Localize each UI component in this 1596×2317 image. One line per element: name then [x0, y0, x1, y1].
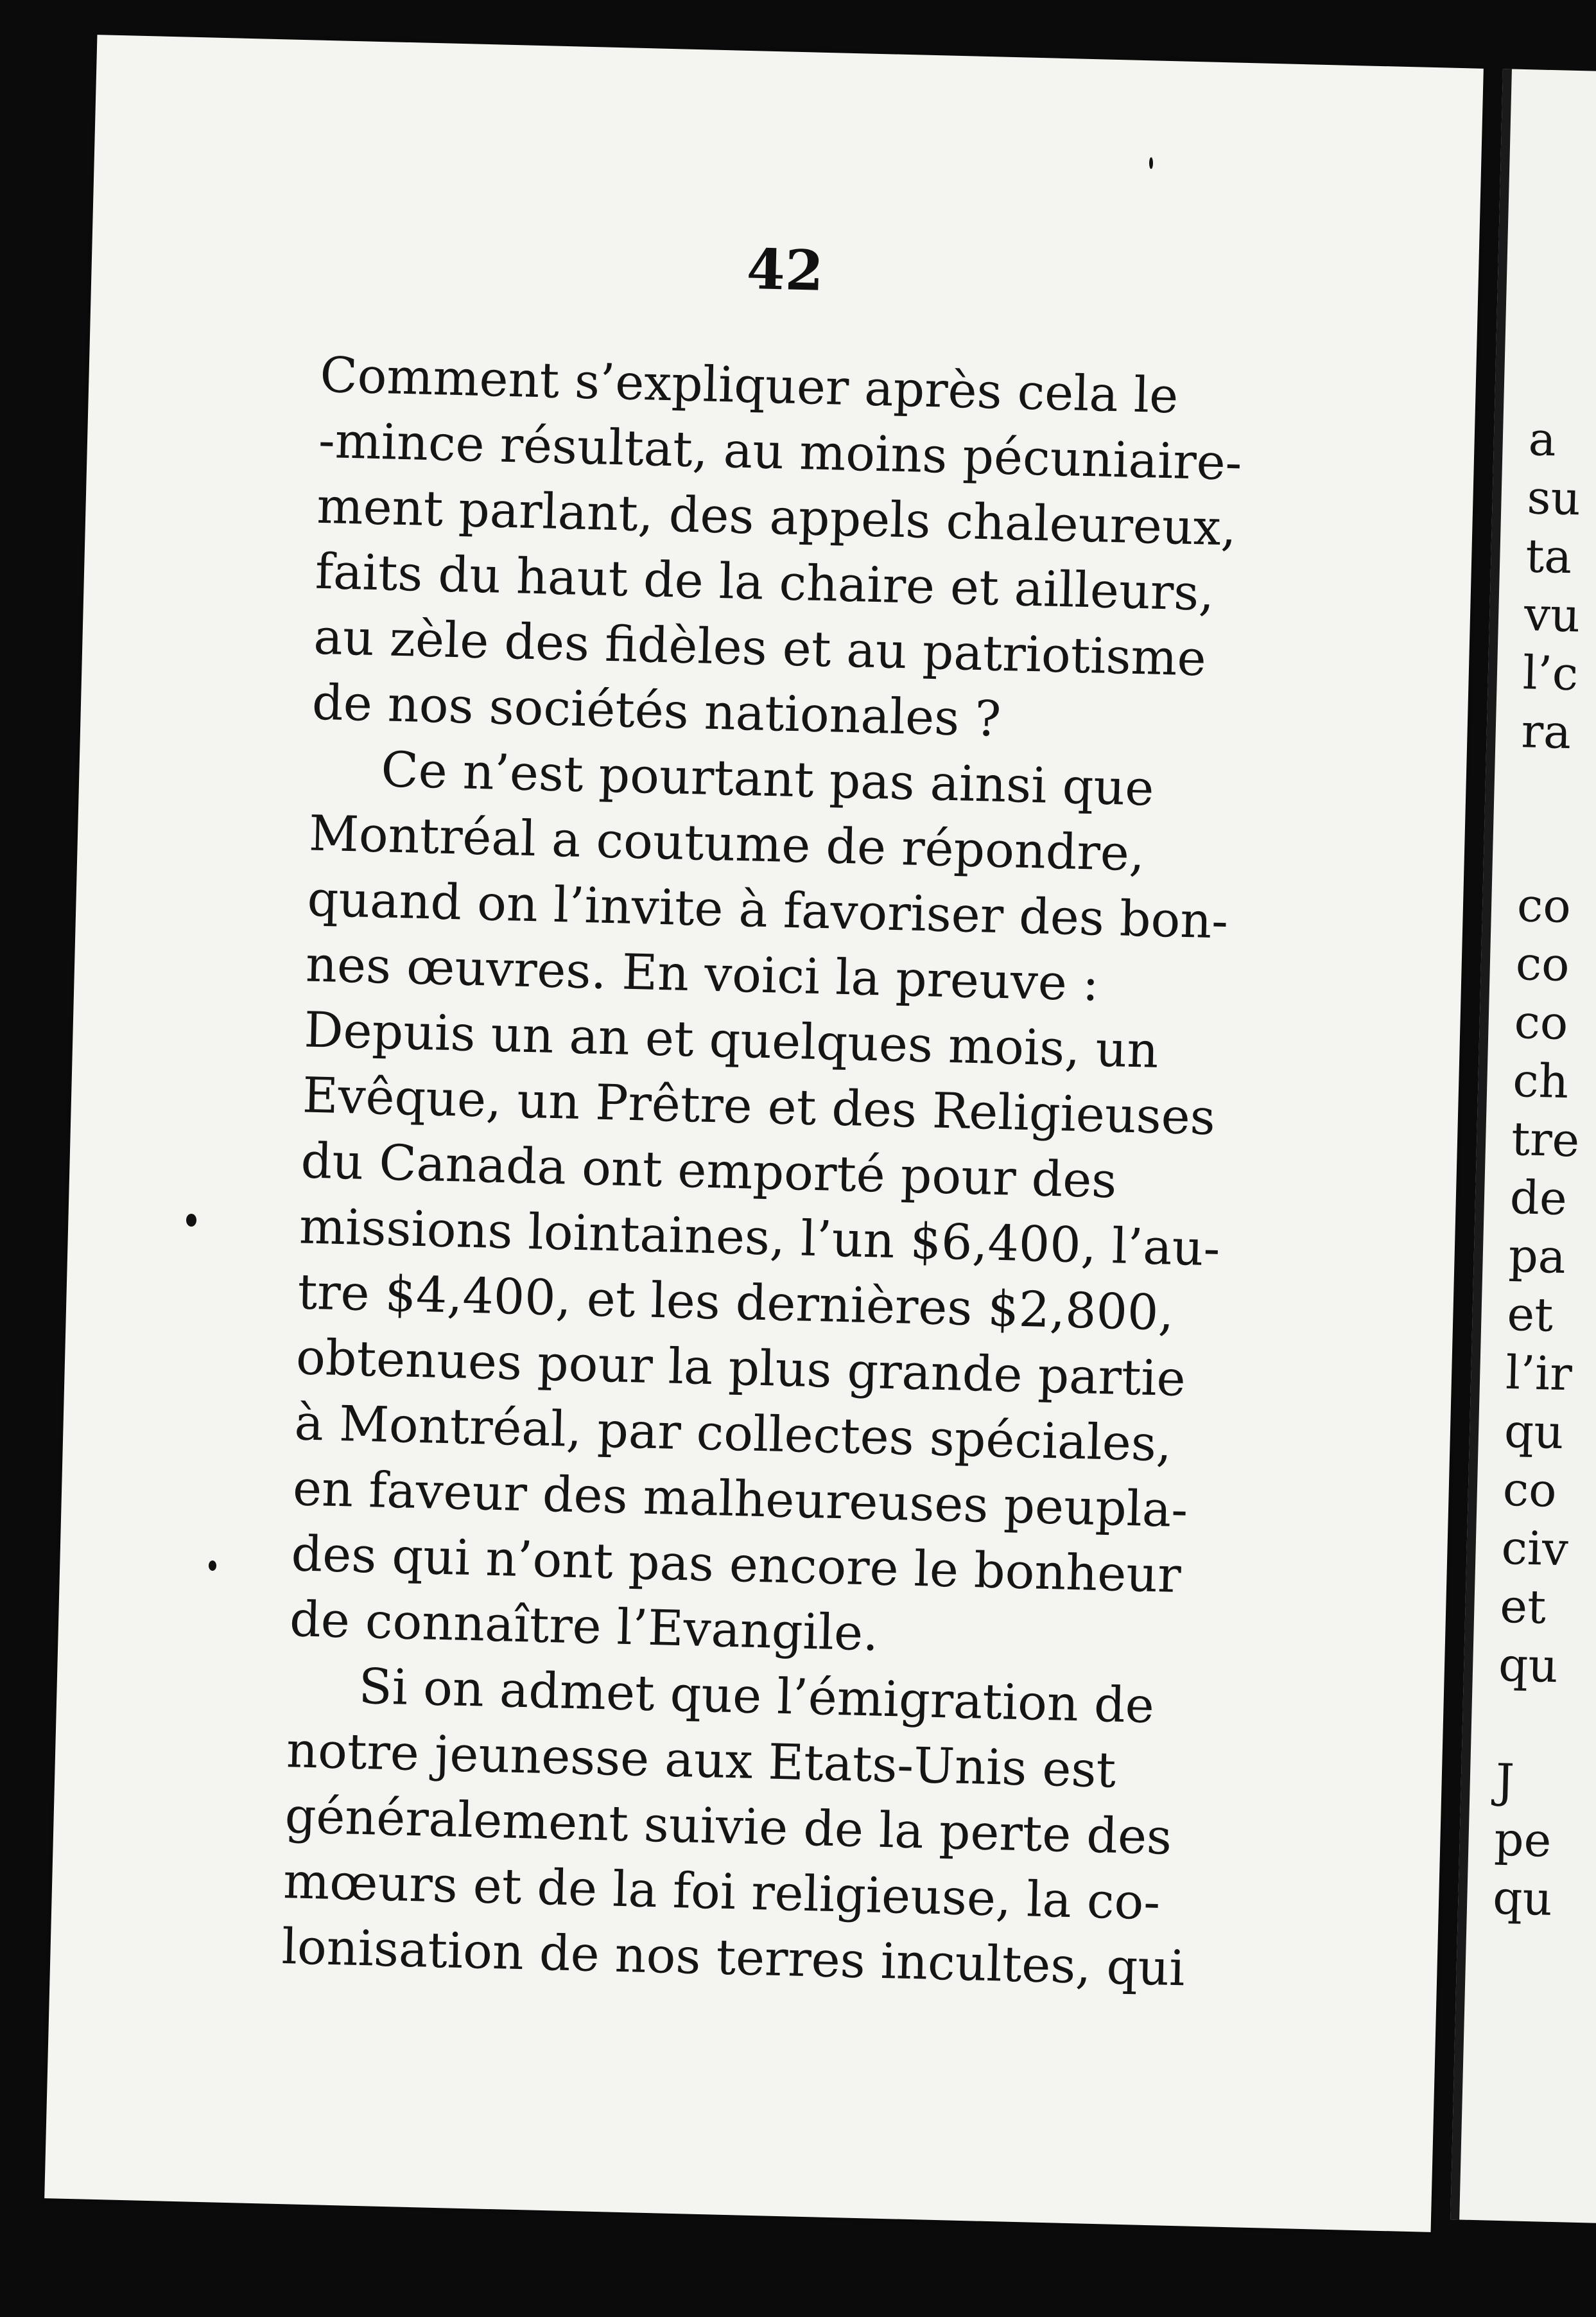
fragment: su: [1526, 470, 1582, 526]
text-line: -mince résultat, au moins pécuniaire-: [318, 411, 1243, 491]
text-line: de connaître l’Evangile.: [289, 1590, 880, 1662]
fragment: pa: [1507, 1228, 1566, 1284]
text-line: Si on admet que l’émigration de: [358, 1657, 1155, 1735]
book-page: [44, 35, 1484, 2232]
fragment: et: [1499, 1578, 1547, 1634]
text-line: Ce n’est pourtant pas ainsi que: [380, 740, 1155, 817]
text-line: faits du haut de la chaire et ailleurs,: [315, 542, 1215, 622]
fragment: qu: [1498, 1637, 1559, 1693]
fragment: co: [1514, 936, 1570, 992]
text-line: obtenues pour la plus grande partie: [295, 1328, 1186, 1408]
text-line: des qui n’ont pas encore le bonheur: [290, 1525, 1182, 1604]
fragment: pe: [1493, 1812, 1552, 1867]
text-line: lonisation de nos terres incultes, qui: [281, 1918, 1186, 1997]
text-line: du Canada ont emporté pour des: [300, 1132, 1118, 1209]
text-line: au zèle des fidèles et au patriotisme: [313, 608, 1207, 687]
fragment: ra: [1520, 704, 1572, 760]
text-line: Evêque, un Prêtre et des Religieuses: [302, 1066, 1216, 1146]
fragment: co: [1513, 995, 1569, 1051]
text-line: à Montréal, par collectes spéciales,: [293, 1394, 1173, 1473]
text-line: de nos sociétés nationales ?: [311, 673, 1002, 748]
fragment: qu: [1504, 1403, 1565, 1460]
fragment: co: [1516, 878, 1572, 934]
text-line: ment parlant, des appels chaleureux,: [316, 477, 1237, 557]
text-line: Montréal a coutume de répondre,: [308, 804, 1146, 882]
fragment: tre: [1511, 1111, 1581, 1167]
fragment: a: [1527, 412, 1557, 467]
text-line: notre jeunesse aux Etats-Unis est: [286, 1721, 1117, 1799]
fragment: l’ir: [1505, 1345, 1573, 1401]
text-line: quand on l’invite à favoriser des bon-: [306, 870, 1229, 950]
text-line: Depuis un an et quelques mois, un: [303, 1001, 1159, 1079]
text-line: en faveur des malheureuses peupla-: [292, 1459, 1189, 1539]
adjacent-page-fragments: [1492, 410, 1596, 1928]
fragment: de: [1509, 1169, 1568, 1226]
page-text: [281, 342, 1329, 2004]
text-line: tre $4,400, et les dernières $2,800,: [297, 1263, 1175, 1342]
fragment: qu: [1492, 1870, 1553, 1926]
fragment: l’c: [1522, 645, 1579, 701]
text-line: Comment s’expliquer après cela le: [319, 345, 1179, 424]
fragment: et: [1506, 1286, 1554, 1342]
fragment: co: [1502, 1462, 1557, 1517]
page-number: 42: [745, 236, 824, 304]
fragment: J: [1495, 1753, 1515, 1808]
fragment: ch: [1512, 1053, 1570, 1109]
scan-speck: [209, 1561, 216, 1571]
text-line: nes œuvres. En voici la preuve :: [305, 935, 1100, 1012]
fragment: ta: [1525, 529, 1573, 584]
text-line: généralement suivie de la perte des: [284, 1787, 1173, 1866]
text-line: missions lointaines, l’un $6,400, l’au-: [299, 1197, 1221, 1277]
fragment: civ: [1500, 1520, 1569, 1577]
fragment: vu: [1523, 587, 1581, 643]
scan-speck: [186, 1214, 196, 1227]
text-line: mœurs et de la foi religieuse, la co-: [282, 1852, 1161, 1931]
scan-speck: [1149, 157, 1153, 169]
